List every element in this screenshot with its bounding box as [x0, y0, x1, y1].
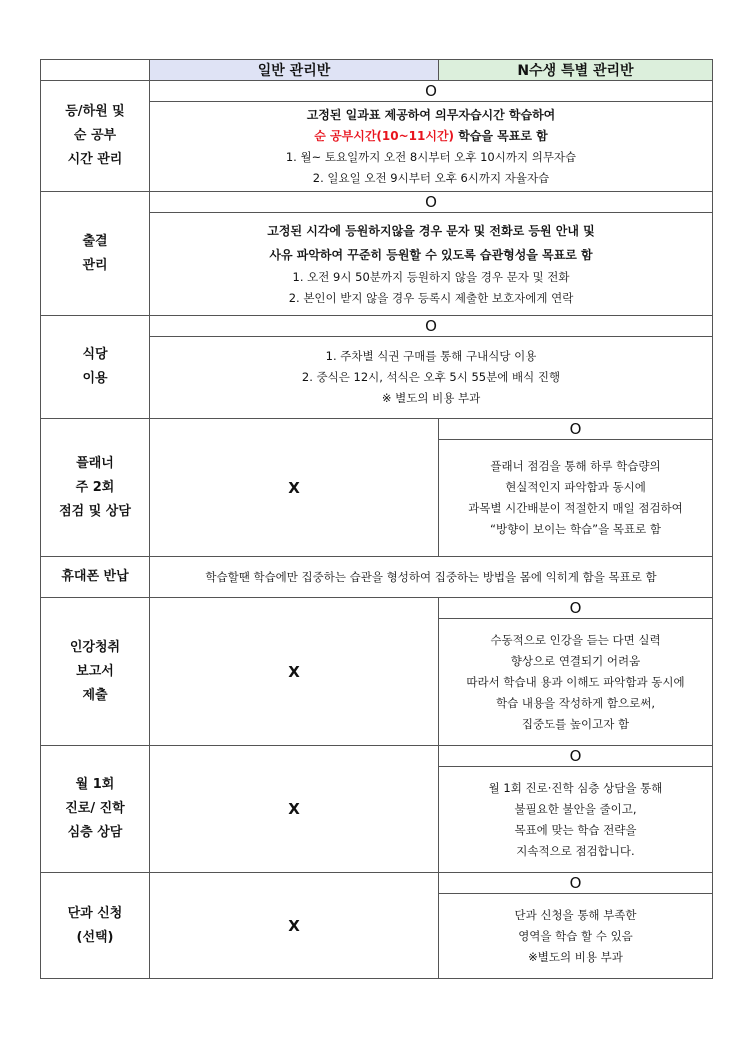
- row-label-attendance: 출결 관리: [41, 192, 150, 316]
- mark-cafeteria: O: [150, 316, 713, 337]
- mark-study: O: [150, 81, 713, 102]
- special-mark-single: O: [439, 873, 713, 894]
- row-label-planner: 플래너 주 2회 점검 및 상담: [41, 419, 150, 557]
- desc-attendance: 고정된 시각에 등원하지않을 경우 문자 및 전화로 등원 안내 및 사유 파악하여 꾸준히 등원할 수 있도록 습관형성을 목표로 함 1. 오전 9시 50분까지 등원하지 않을 경우 문자 및 전화 2. 본인이 받지 않을 경우 등록시 제출한 보호자에게 연락: [150, 213, 713, 316]
- desc-phone: 학습할땐 학습에만 집중하는 습관을 형성하여 집중하는 방법을 몸에 익히게 함을 목표로 함: [150, 557, 713, 598]
- desc-lecture: 수동적으로 인강을 듣는 다면 실력 향상으로 연결되기 어려움 따라서 학습내 용과 이해도 파악함과 동시에 학습 내용을 작성하게 함으로써, 집중도를 높이고자 함: [439, 619, 713, 746]
- header-general: 일반 관리반: [150, 60, 439, 81]
- mark-attendance: O: [150, 192, 713, 213]
- desc-career: 월 1회 진로·진학 심층 상담을 통해 불필요한 불안을 줄이고, 목표에 맞는 학습 전략을 지속적으로 점검합니다.: [439, 767, 713, 873]
- highlight-hours: 순 공부시간(10~11시간): [314, 128, 455, 143]
- header-row: [41, 60, 713, 81]
- desc-study: 고정된 일과표 제공하여 의무자습시간 학습하여 순 공부시간(10~11시간) 학습을 목표로 함 1. 월~ 토요일까지 오전 8시부터 오후 10시까지 의무자습 2. 일요일 오전 9시부터 오후 6시까지 자율자습: [150, 102, 713, 192]
- row-label-single: 단과 신청 (선택): [41, 873, 150, 979]
- row-label-study: 등/하원 및 순 공부 시간 관리: [41, 81, 150, 192]
- special-mark-career: O: [439, 746, 713, 767]
- desc-cafeteria: 1. 주차별 식권 구매를 통해 구내식당 이용 2. 중식은 12시, 석식은 오후 5시 55분에 배식 진행 ※ 별도의 비용 부과: [150, 337, 713, 419]
- general-mark-planner: X: [150, 419, 439, 557]
- comparison-table: [40, 59, 713, 979]
- special-mark-planner: O: [439, 419, 713, 440]
- row-label-phone: 휴대폰 반납: [41, 557, 150, 598]
- general-mark-lecture: X: [150, 598, 439, 746]
- special-mark-lecture: O: [439, 598, 713, 619]
- row-label-lecture: 인강청취 보고서 제출: [41, 598, 150, 746]
- general-mark-single: X: [150, 873, 439, 979]
- desc-planner: 플래너 점검을 통해 하루 학습량의 현실적인지 파악함과 동시에 과목별 시간배분이 적절한지 매일 점검하여 “방향이 보이는 학습”을 목표로 함: [439, 440, 713, 557]
- desc-single: 단과 신청을 통해 부족한 영역을 학습 할 수 있음 ※별도의 비용 부과: [439, 894, 713, 979]
- general-mark-career: X: [150, 746, 439, 873]
- row-label-career: 월 1회 진로/ 진학 심층 상담: [41, 746, 150, 873]
- row-label-cafeteria: 식당 이용: [41, 316, 150, 419]
- header-blank: [41, 60, 150, 81]
- header-special: N수생 특별 관리반: [439, 60, 713, 81]
